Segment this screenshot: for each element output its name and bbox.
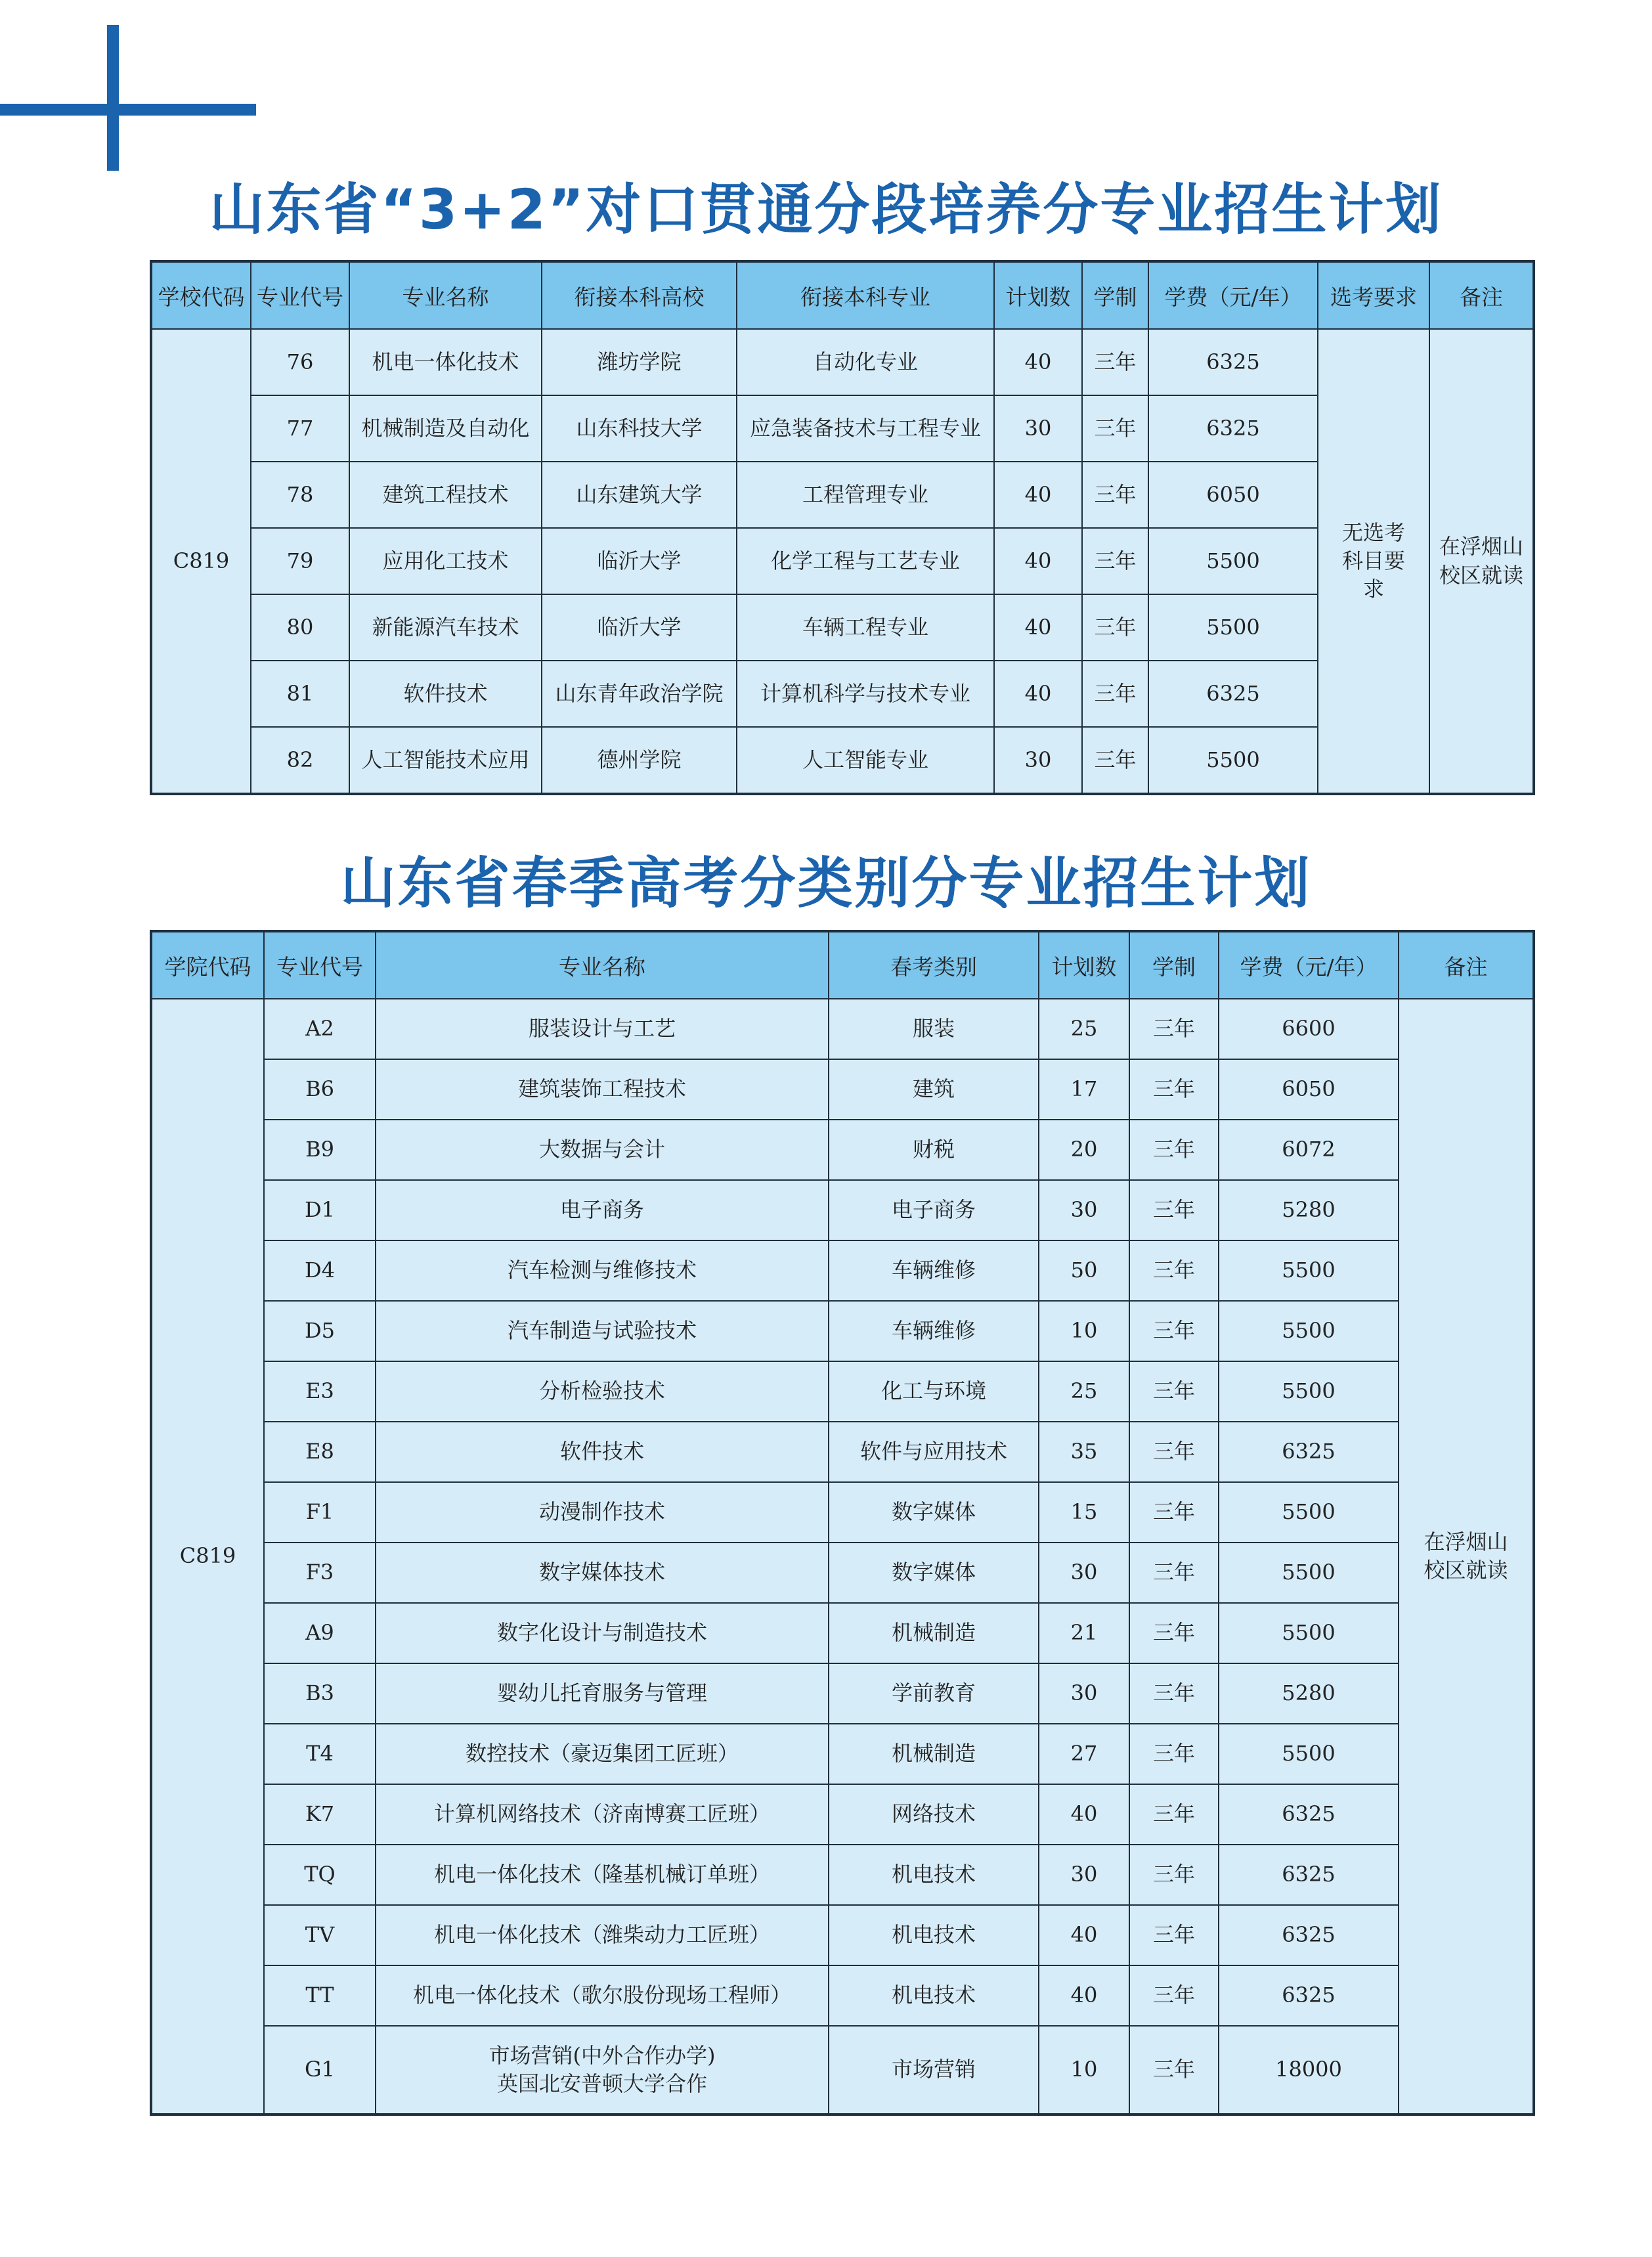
cell-count: 10: [1039, 1301, 1129, 1361]
cell-univ: 临沂大学: [542, 594, 737, 661]
cell-years: 三年: [1129, 1724, 1219, 1784]
table-row: [151, 1361, 1534, 1422]
cell-major: [376, 2026, 829, 2115]
plan2-header-cell: 备注: [1399, 931, 1534, 999]
note-cell: 在浮烟山校区就读: [1399, 999, 1534, 2115]
cell-fee: 5500: [1148, 528, 1318, 594]
cell-major: 机电一体化技术: [349, 329, 542, 395]
cell-count: 50: [1039, 1240, 1129, 1301]
cell-count: 30: [1039, 1543, 1129, 1603]
cell-fee: 5280: [1219, 1180, 1399, 1240]
cell-fee: 6325: [1148, 661, 1318, 727]
cell-count: 10: [1039, 2026, 1129, 2115]
cell-major: 婴幼儿托育服务与管理: [376, 1663, 829, 1724]
cell-years: 三年: [1129, 1965, 1219, 2026]
cell-major: 新能源汽车技术: [349, 594, 542, 661]
cell-category: 车辆维修: [829, 1301, 1039, 1361]
cell-code: F1: [264, 1482, 376, 1543]
cell-univ-major: 自动化专业: [737, 329, 994, 395]
cell-count: 30: [1039, 1663, 1129, 1724]
cell-fee: 6325: [1148, 395, 1318, 462]
cell-count: 40: [1039, 1905, 1129, 1965]
cell-fee: 6072: [1219, 1120, 1399, 1180]
table-row: [151, 1240, 1534, 1301]
cell-code: 81: [251, 661, 349, 727]
cell-code: A9: [264, 1603, 376, 1663]
cell-univ: 山东建筑大学: [542, 462, 737, 528]
cell-years: 三年: [1082, 329, 1148, 395]
cell-years: 三年: [1129, 1301, 1219, 1361]
cell-category: 软件与应用技术: [829, 1422, 1039, 1482]
cell-years: 三年: [1082, 661, 1148, 727]
cell-major: 机械制造及自动化: [349, 395, 542, 462]
plan1-header-cell: 学制: [1082, 261, 1148, 329]
cell-code: 77: [251, 395, 349, 462]
cell-major: 机电一体化技术（隆基机械订单班）: [376, 1845, 829, 1905]
cell-count: 30: [994, 727, 1082, 794]
table-row: [151, 1543, 1534, 1603]
cell-fee: 6050: [1219, 1059, 1399, 1120]
cell-count: 27: [1039, 1724, 1129, 1784]
cell-code: TT: [264, 1965, 376, 2026]
cell-fee: 6050: [1148, 462, 1318, 528]
cell-fee: 6325: [1219, 1422, 1399, 1482]
cell-count: 20: [1039, 1120, 1129, 1180]
cell-category: 学前教育: [829, 1663, 1039, 1724]
table-row: [151, 1180, 1534, 1240]
cell-years: 三年: [1129, 1059, 1219, 1120]
cell-code: TV: [264, 1905, 376, 1965]
cell-code: T4: [264, 1724, 376, 1784]
table-row: [151, 329, 1534, 395]
cell-major: 计算机网络技术（济南博赛工匠班）: [376, 1784, 829, 1845]
cell-code: 82: [251, 727, 349, 794]
cell-univ-major: 工程管理专业: [737, 462, 994, 528]
cell-count: 17: [1039, 1059, 1129, 1120]
cell-code: TQ: [264, 1845, 376, 1905]
plan1-header-cell: 专业名称: [349, 261, 542, 329]
table-row: [151, 1059, 1534, 1120]
cell-count: 30: [1039, 1180, 1129, 1240]
cell-category: 机械制造: [829, 1603, 1039, 1663]
table-row: [151, 1965, 1534, 2026]
table-row: [151, 1482, 1534, 1543]
cell-years: 三年: [1129, 1603, 1219, 1663]
table-row: [151, 1120, 1534, 1180]
cell-code: A2: [264, 999, 376, 1059]
cell-years: 三年: [1082, 462, 1148, 528]
cell-major: 服装设计与工艺: [376, 999, 829, 1059]
cell-major: 软件技术: [376, 1422, 829, 1482]
cell-count: 30: [1039, 1845, 1129, 1905]
cell-count: 25: [1039, 999, 1129, 1059]
cell-fee: 5500: [1148, 727, 1318, 794]
cell-fee: 5500: [1148, 594, 1318, 661]
cell-major: 电子商务: [376, 1180, 829, 1240]
cell-univ-major: 化学工程与工艺专业: [737, 528, 994, 594]
table-row: [151, 1905, 1534, 1965]
table-row: [151, 1603, 1534, 1663]
plan2-table: [150, 930, 1535, 2116]
cell-fee: 5500: [1219, 1240, 1399, 1301]
cell-major: 汽车制造与试验技术: [376, 1301, 829, 1361]
cell-fee: 6325: [1148, 329, 1318, 395]
note-cell: 在浮烟山校区就读: [1429, 329, 1534, 794]
table-row: [151, 1784, 1534, 1845]
corner-decoration-vertical-bar: [107, 25, 119, 171]
cell-major: 机电一体化技术（歌尔股份现场工程师）: [376, 1965, 829, 2026]
cell-code: E3: [264, 1361, 376, 1422]
cell-years: 三年: [1129, 1482, 1219, 1543]
table-row: [151, 1845, 1534, 1905]
cell-fee: 6600: [1219, 999, 1399, 1059]
cell-count: 40: [994, 329, 1082, 395]
plan1-header-cell: 备注: [1429, 261, 1534, 329]
corner-decoration-horizontal-bar: [0, 104, 256, 116]
cell-years: 三年: [1082, 727, 1148, 794]
table-row: [151, 1724, 1534, 1784]
cell-major: 数字媒体技术: [376, 1543, 829, 1603]
cell-univ: 临沂大学: [542, 528, 737, 594]
cell-count: 40: [994, 528, 1082, 594]
cell-code: 78: [251, 462, 349, 528]
cell-major: 机电一体化技术（潍柴动力工匠班）: [376, 1905, 829, 1965]
cell-count: 15: [1039, 1482, 1129, 1543]
plan2-header-cell: 春考类别: [829, 931, 1039, 999]
cell-category: 数字媒体: [829, 1482, 1039, 1543]
cell-fee: 18000: [1219, 2026, 1399, 2115]
cell-major: 建筑工程技术: [349, 462, 542, 528]
cell-count: 40: [994, 594, 1082, 661]
cell-major: 软件技术: [349, 661, 542, 727]
table-row: [151, 1663, 1534, 1724]
plan2-title: 山东省春季高考分类别分专业招生计划: [340, 851, 1312, 915]
cell-code: 76: [251, 329, 349, 395]
plan2-header-cell: 计划数: [1039, 931, 1129, 999]
cell-category: 机电技术: [829, 1845, 1039, 1905]
cell-years: 三年: [1129, 999, 1219, 1059]
plan2-header-cell: 专业名称: [376, 931, 829, 999]
cell-years: 三年: [1129, 1543, 1219, 1603]
cell-univ: 山东青年政治学院: [542, 661, 737, 727]
cell-fee: 5500: [1219, 1301, 1399, 1361]
table-row: [151, 1422, 1534, 1482]
plan1-header-row: [151, 261, 1534, 329]
cell-major: 应用化工技术: [349, 528, 542, 594]
cell-category: 市场营销: [829, 2026, 1039, 2115]
cell-count: 21: [1039, 1603, 1129, 1663]
cell-fee: 5500: [1219, 1361, 1399, 1422]
cell-code: G1: [264, 2026, 376, 2115]
major-line: 市场营销(中外合作办学): [489, 2042, 716, 2068]
cell-code: B6: [264, 1059, 376, 1120]
cell-univ-major: 人工智能专业: [737, 727, 994, 794]
cell-major: 汽车检测与维修技术: [376, 1240, 829, 1301]
cell-fee: 5500: [1219, 1543, 1399, 1603]
table-row: [151, 999, 1534, 1059]
cell-category: 网络技术: [829, 1784, 1039, 1845]
cell-major: 建筑装饰工程技术: [376, 1059, 829, 1120]
cell-major: 大数据与会计: [376, 1120, 829, 1180]
cell-major: 人工智能技术应用: [349, 727, 542, 794]
cell-univ: 潍坊学院: [542, 329, 737, 395]
cell-years: 三年: [1082, 594, 1148, 661]
table-row: [151, 1301, 1534, 1361]
school-code-cell: C819: [151, 329, 251, 794]
plan2-header-row: [151, 931, 1534, 999]
cell-univ: 山东科技大学: [542, 395, 737, 462]
cell-count: 40: [1039, 1965, 1129, 2026]
cell-major: 数控技术（豪迈集团工匠班）: [376, 1724, 829, 1784]
plan1-header-cell: 专业代号: [251, 261, 349, 329]
plan2-header-cell: 专业代号: [264, 931, 376, 999]
plan1-table: [150, 260, 1535, 795]
cell-univ-major: 车辆工程专业: [737, 594, 994, 661]
cell-category: 数字媒体: [829, 1543, 1039, 1603]
cell-major: 分析检验技术: [376, 1361, 829, 1422]
cell-univ: 德州学院: [542, 727, 737, 794]
cell-category: 化工与环境: [829, 1361, 1039, 1422]
school-code-cell: C819: [151, 999, 264, 2115]
plan1-header-cell: 计划数: [994, 261, 1082, 329]
cell-fee: 5500: [1219, 1603, 1399, 1663]
plan1-header-cell: 学费（元/年）: [1148, 261, 1318, 329]
cell-category: 电子商务: [829, 1180, 1039, 1240]
cell-years: 三年: [1129, 2026, 1219, 2115]
cell-count: 35: [1039, 1422, 1129, 1482]
plan2-header-cell: 学制: [1129, 931, 1219, 999]
cell-fee: 5280: [1219, 1663, 1399, 1724]
cell-years: 三年: [1129, 1180, 1219, 1240]
cell-code: B3: [264, 1663, 376, 1724]
cell-years: 三年: [1129, 1663, 1219, 1724]
cell-fee: 6325: [1219, 1845, 1399, 1905]
cell-category: 建筑: [829, 1059, 1039, 1120]
cell-years: 三年: [1129, 1905, 1219, 1965]
cell-code: D5: [264, 1301, 376, 1361]
cell-years: 三年: [1129, 1845, 1219, 1905]
plan1-header-cell: 学校代码: [151, 261, 251, 329]
cell-category: 机电技术: [829, 1905, 1039, 1965]
cell-major: 数字化设计与制造技术: [376, 1603, 829, 1663]
plan1-title: 山东省“3+2”对口贯通分段培养分专业招生计划: [209, 177, 1443, 242]
cell-code: K7: [264, 1784, 376, 1845]
cell-major: 动漫制作技术: [376, 1482, 829, 1543]
cell-count: 25: [1039, 1361, 1129, 1422]
cell-fee: 5500: [1219, 1482, 1399, 1543]
exam-requirement-cell: 无选考科目要求: [1318, 329, 1429, 794]
cell-years: 三年: [1129, 1240, 1219, 1301]
cell-fee: 6325: [1219, 1784, 1399, 1845]
plan1-header-cell: 衔接本科高校: [542, 261, 737, 329]
plan1-header-cell: 衔接本科专业: [737, 261, 994, 329]
cell-years: 三年: [1129, 1784, 1219, 1845]
cell-fee: 6325: [1219, 1965, 1399, 2026]
cell-years: 三年: [1129, 1422, 1219, 1482]
cell-code: 79: [251, 528, 349, 594]
cell-years: 三年: [1082, 395, 1148, 462]
cell-count: 40: [994, 462, 1082, 528]
plan1-header-cell: 选考要求: [1318, 261, 1429, 329]
cell-count: 40: [994, 661, 1082, 727]
cell-code: E8: [264, 1422, 376, 1482]
cell-category: 机械制造: [829, 1724, 1039, 1784]
cell-category: 财税: [829, 1120, 1039, 1180]
table-row: [151, 2026, 1534, 2115]
cell-count: 40: [1039, 1784, 1129, 1845]
cell-fee: 6325: [1219, 1905, 1399, 1965]
cell-category: 机电技术: [829, 1965, 1039, 2026]
cell-univ-major: 计算机科学与技术专业: [737, 661, 994, 727]
cell-years: 三年: [1129, 1361, 1219, 1422]
cell-code: B9: [264, 1120, 376, 1180]
cell-years: 三年: [1129, 1120, 1219, 1180]
cell-code: F3: [264, 1543, 376, 1603]
cell-code: D4: [264, 1240, 376, 1301]
cell-category: 车辆维修: [829, 1240, 1039, 1301]
major-line: 英国北安普顿大学合作: [496, 2071, 707, 2096]
cell-years: 三年: [1082, 528, 1148, 594]
plan2-header-cell: 学院代码: [151, 931, 264, 999]
cell-univ-major: 应急装备技术与工程专业: [737, 395, 994, 462]
plan2-header-cell: 学费（元/年）: [1219, 931, 1399, 999]
cell-code: 80: [251, 594, 349, 661]
cell-category: 服装: [829, 999, 1039, 1059]
cell-code: D1: [264, 1180, 376, 1240]
cell-count: 30: [994, 395, 1082, 462]
cell-fee: 5500: [1219, 1724, 1399, 1784]
